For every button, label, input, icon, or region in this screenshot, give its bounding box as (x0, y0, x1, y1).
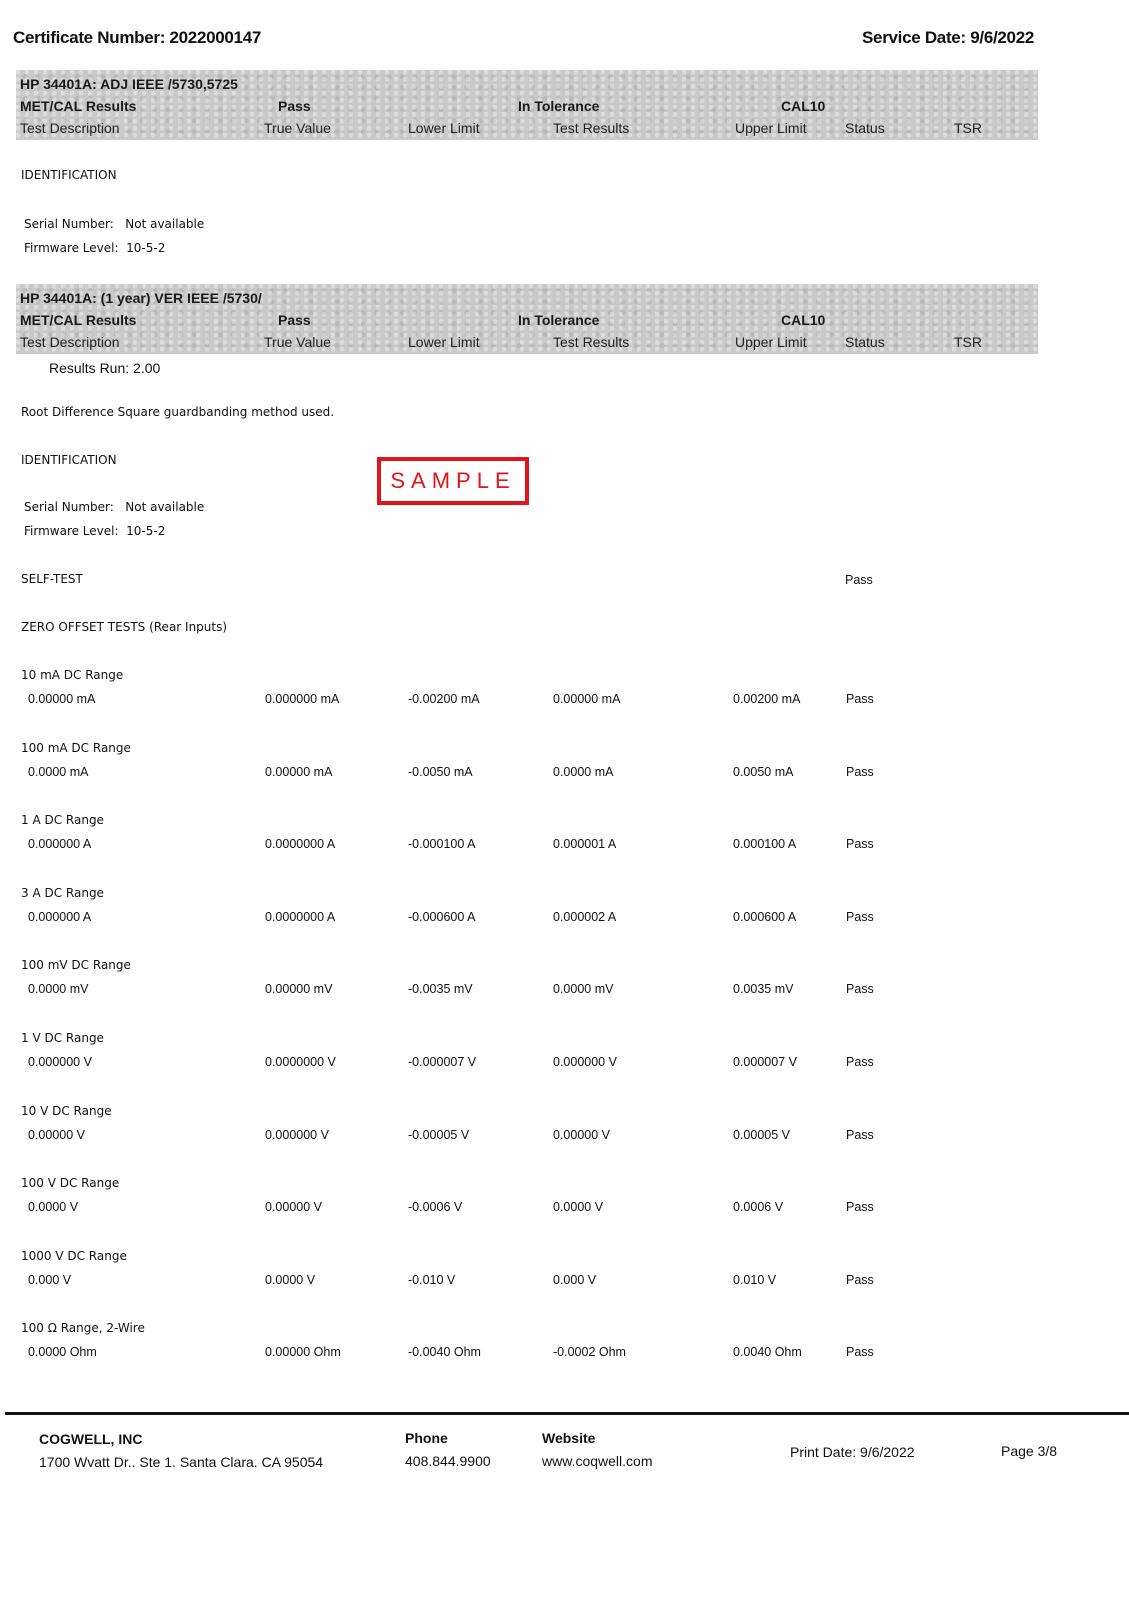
phone-label: Phone (405, 1430, 448, 1446)
lower-limit: -0.00200 mA (408, 692, 480, 706)
status: Pass (846, 1127, 874, 1142)
results-header-band-adj (16, 70, 1038, 140)
band-pass: Pass (278, 312, 311, 328)
test-description: 0.0000 Ohm (28, 1345, 97, 1360)
status: Pass (846, 764, 874, 779)
status: Pass (846, 692, 874, 706)
status: Pass (846, 982, 874, 997)
test-description: 0.000 V (28, 1272, 72, 1287)
band-in-tolerance: In Tolerance (518, 98, 600, 114)
band-cal: CAL10 (781, 98, 826, 114)
test-result: 0.00000 mA (553, 692, 621, 706)
lower-limit: -0.0050 mA (408, 764, 473, 779)
serial-number: Serial Number: Not available (24, 217, 205, 231)
upper-limit: 0.00005 V (733, 1127, 790, 1142)
test-result: 0.000001 A (553, 837, 617, 852)
upper-limit: 0.00200 mA (733, 692, 801, 706)
lower-limit: -0.00005 V (408, 1127, 470, 1142)
col-true-value: True Value (264, 334, 331, 350)
self-test-label: SELF-TEST (21, 572, 83, 586)
col-upper-limit: Upper Limit (735, 120, 807, 136)
true-value: 0.0000000 V (265, 1055, 336, 1069)
true-value: 0.0000000 A (265, 909, 336, 924)
service-date: Service Date: 9/6/2022 (862, 28, 1035, 47)
col-tsr: TSR (954, 120, 982, 136)
test-description: 0.000000 A (28, 909, 92, 924)
band-in-tolerance: In Tolerance (518, 312, 600, 328)
col-test-results: Test Results (553, 120, 630, 136)
col-status: Status (845, 120, 885, 136)
col-test-results: Test Results (553, 334, 630, 350)
band-results-label: MET/CAL Results (20, 98, 137, 114)
identification-heading-2: IDENTIFICATION (21, 453, 117, 467)
range-label: 1 A DC Range (21, 813, 104, 828)
company-address: 1700 Wvatt Dr.. Ste 1. Santa Clara. CA 95054 (39, 1454, 324, 1470)
col-status: Status (845, 334, 885, 350)
range-label: 10 V DC Range (21, 1103, 112, 1118)
range-label: 100 V DC Range (21, 1176, 120, 1191)
test-description: 0.00000 mA (28, 692, 96, 706)
print-date: Print Date: 9/6/2022 (790, 1444, 915, 1460)
test-result: 0.000000 V (553, 1055, 617, 1069)
range-label: 3 A DC Range (21, 885, 104, 900)
test-result: 0.00000 V (553, 1127, 610, 1142)
test-result: 0.000002 A (553, 909, 617, 924)
test-result: 0.0000 mA (553, 764, 614, 779)
true-value: 0.00000 mV (265, 982, 333, 997)
range-label: 10 mA DC Range (21, 668, 124, 682)
lower-limit: -0.010 V (408, 1272, 456, 1287)
firmware-level: Firmware Level: 10-5-2 (24, 241, 166, 255)
col-upper-limit: Upper Limit (735, 334, 807, 350)
company-name: COGWELL, INC (39, 1431, 143, 1447)
lower-limit: -0.0006 V (408, 1200, 463, 1215)
col-true-value: True Value (264, 120, 331, 136)
band-pass: Pass (278, 98, 311, 114)
lower-limit: -0.000100 A (408, 837, 476, 852)
sample-stamp: SAMPLE (377, 457, 529, 505)
test-description: 0.000000 A (28, 837, 92, 852)
upper-limit: 0.0035 mV (733, 982, 794, 997)
status: Pass (846, 1055, 874, 1069)
range-label: 100 mA DC Range (21, 740, 131, 755)
band-title: HP 34401A: (1 year) VER IEEE /5730/ (20, 290, 262, 306)
status: Pass (846, 1200, 874, 1215)
test-description: 0.00000 V (28, 1127, 85, 1142)
test-description: 0.000000 V (28, 1055, 92, 1069)
test-description: 0.0000 mV (28, 982, 89, 997)
website-label: Website (542, 1430, 596, 1446)
band-title: HP 34401A: ADJ IEEE /5730,5725 (20, 76, 238, 92)
true-value: 0.00000 V (265, 1200, 322, 1215)
upper-limit: 0.010 V (733, 1272, 777, 1287)
lower-limit: -0.0035 mV (408, 982, 473, 997)
col-test-description: Test Description (20, 334, 120, 350)
band-results-label: MET/CAL Results (20, 312, 137, 328)
true-value: 0.00000 Ohm (265, 1345, 341, 1360)
test-result: -0.0002 Ohm (553, 1345, 626, 1360)
results-header-band-ver (16, 284, 1038, 354)
range-label: 1 V DC Range (21, 1031, 104, 1045)
guardband-note: Root Difference Square guardbanding method used. (21, 405, 335, 419)
serial-number-2: Serial Number: Not available (24, 500, 205, 514)
results-run: Results Run: 2.00 (49, 360, 161, 376)
status: Pass (846, 909, 874, 924)
col-test-description: Test Description (20, 120, 120, 136)
true-value: 0.000000 V (265, 1127, 329, 1142)
lower-limit: -0.0040 Ohm (408, 1345, 481, 1360)
true-value: 0.0000 V (265, 1272, 316, 1287)
range-label: 100 Ω Range, 2-Wire (21, 1321, 145, 1336)
zero-offset-heading: ZERO OFFSET TESTS (Rear Inputs) (21, 620, 228, 634)
test-description: 0.0000 V (28, 1200, 79, 1215)
true-value: 0.000000 mA (265, 692, 340, 706)
test-result: 0.0000 mV (553, 982, 614, 997)
test-result: 0.000 V (553, 1272, 597, 1287)
test-description: 0.0000 mA (28, 764, 89, 779)
status: Pass (846, 837, 874, 852)
upper-limit: 0.000100 A (733, 837, 797, 852)
status: Pass (846, 1345, 874, 1360)
identification-heading: IDENTIFICATION (21, 168, 117, 182)
self-test-status: Pass (845, 573, 873, 587)
true-value: 0.00000 mA (265, 764, 333, 779)
upper-limit: 0.0050 mA (733, 764, 794, 779)
website-url: www.coqwell.com (542, 1453, 653, 1469)
true-value: 0.0000000 A (265, 837, 336, 852)
page-number: Page 3/8 (1001, 1443, 1058, 1459)
upper-limit: 0.0006 V (733, 1200, 784, 1215)
certificate-number: Certificate Number: 2022000147 (13, 28, 262, 47)
test-result: 0.0000 V (553, 1200, 604, 1215)
lower-limit: -0.000007 V (408, 1055, 477, 1069)
footer-divider (5, 1412, 1129, 1415)
upper-limit: 0.0040 Ohm (733, 1345, 802, 1360)
band-cal: CAL10 (781, 312, 826, 328)
lower-limit: -0.000600 A (408, 909, 476, 924)
upper-limit: 0.000600 A (733, 909, 797, 924)
range-label: 100 mV DC Range (21, 958, 131, 973)
firmware-level-2: Firmware Level: 10-5-2 (24, 524, 166, 538)
col-lower-limit: Lower Limit (408, 334, 480, 350)
col-tsr: TSR (954, 334, 982, 350)
col-lower-limit: Lower Limit (408, 120, 480, 136)
upper-limit: 0.000007 V (733, 1055, 797, 1069)
range-label: 1000 V DC Range (21, 1248, 127, 1263)
status: Pass (846, 1272, 874, 1287)
phone-number: 408.844.9900 (405, 1453, 491, 1469)
